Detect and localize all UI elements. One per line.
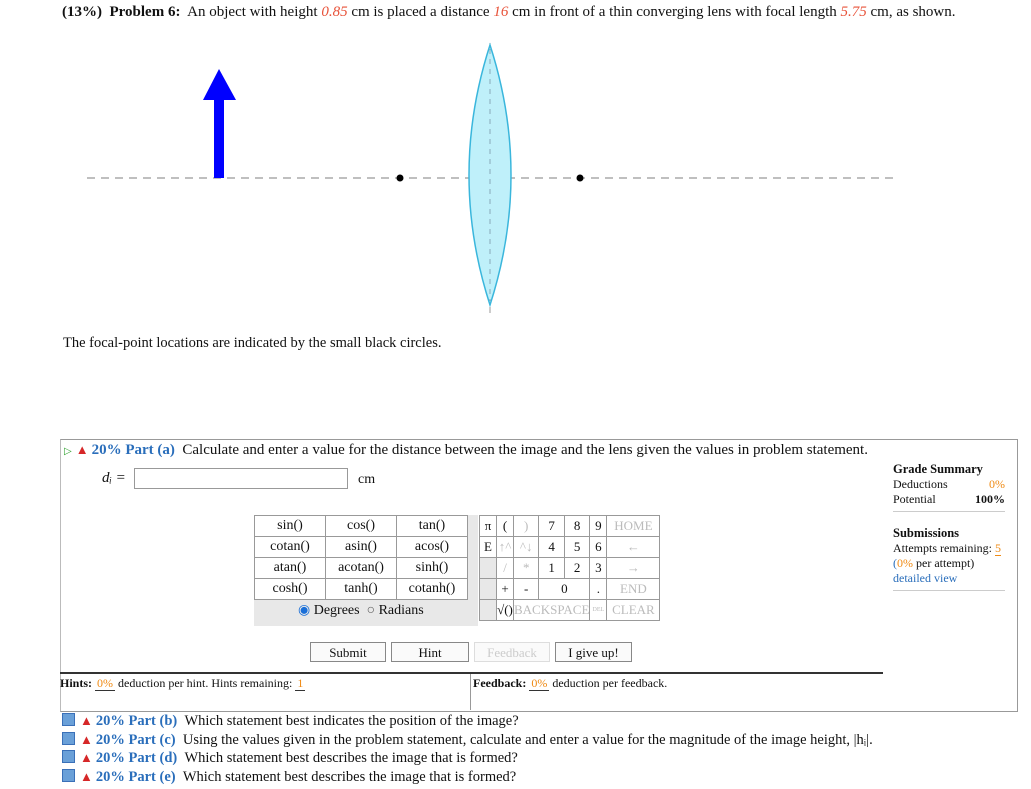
- key-backspace[interactable]: BACKSPACE: [514, 600, 590, 621]
- part-a-weight: 20% Part (a): [91, 442, 175, 458]
- key-star[interactable]: *: [514, 558, 539, 579]
- object-arrow-head: [203, 69, 236, 100]
- submissions-title: Submissions: [893, 526, 960, 540]
- collapse-icon[interactable]: [62, 713, 75, 726]
- detailed-view-link[interactable]: detailed view: [893, 571, 958, 585]
- part-b-row[interactable]: [62, 712, 873, 731]
- part-a-question: Calculate and enter a value for the distance between the image and the lens given the values in problem statement.: [182, 442, 868, 458]
- object-height-value: 0.85: [321, 4, 348, 20]
- object-arrow-shaft: [214, 97, 224, 178]
- potential-value: 100%: [975, 492, 1005, 506]
- feedback-deduction: 0%: [531, 676, 548, 690]
- part-d-weight: 20% Part (d): [95, 750, 178, 766]
- focal-point-note: The focal-point locations are indicated by the small black circles.: [63, 335, 442, 351]
- collapse-icon[interactable]: [62, 769, 75, 782]
- key-cotanh[interactable]: cotanh(): [397, 579, 468, 600]
- key-acotan[interactable]: acotan(): [326, 558, 397, 579]
- key-up[interactable]: ↑^: [497, 537, 514, 558]
- key-9[interactable]: 9: [590, 516, 607, 537]
- key-0[interactable]: 0: [539, 579, 590, 600]
- potential-label: Potential: [893, 492, 936, 506]
- problem-text-4: cm, as shown.: [866, 4, 956, 20]
- part-b-weight: 20% Part (b): [95, 713, 178, 729]
- degrees-label: Degrees: [313, 603, 360, 618]
- hints-text: deduction per hint. Hints remaining:: [118, 676, 293, 690]
- per-attempt-text: per attempt): [916, 556, 975, 570]
- submit-button[interactable]: Submit: [310, 642, 386, 662]
- feedback-info: [473, 676, 667, 691]
- function-keys: [254, 515, 468, 600]
- key-end[interactable]: END: [607, 579, 660, 600]
- problem-statement: [62, 4, 956, 21]
- per-attempt-pct: 0%: [897, 556, 913, 570]
- collapse-icon[interactable]: [62, 732, 75, 745]
- key-6[interactable]: 6: [590, 537, 607, 558]
- answer-input[interactable]: [134, 468, 348, 489]
- key-plus[interactable]: +: [497, 579, 514, 600]
- key-e[interactable]: E: [480, 537, 497, 558]
- problem-text-3: cm in front of a thin converging lens with focal length: [508, 4, 841, 20]
- key-dot[interactable]: .: [590, 579, 607, 600]
- key-tan[interactable]: tan(): [397, 516, 468, 537]
- calculator-functions-panel: [254, 515, 478, 626]
- collapse-icon[interactable]: [62, 750, 75, 763]
- warning-icon: ▲: [80, 750, 93, 765]
- grade-summary-title: Grade Summary: [893, 462, 983, 476]
- part-c-weight: 20% Part (c): [95, 731, 176, 748]
- warning-icon: ▲: [80, 713, 93, 728]
- other-parts-list: [62, 712, 873, 786]
- key-8[interactable]: 8: [564, 516, 589, 537]
- deductions-value: 0%: [989, 477, 1005, 491]
- key-lparen[interactable]: (: [497, 516, 514, 537]
- key-left-arrow[interactable]: ←: [607, 537, 660, 558]
- key-2[interactable]: 2: [564, 558, 589, 579]
- key-minus[interactable]: -: [514, 579, 539, 600]
- key-rparen[interactable]: ): [514, 516, 539, 537]
- key-atan[interactable]: atan(): [255, 558, 326, 579]
- key-cosh[interactable]: cosh(): [255, 579, 326, 600]
- answer-unit: cm: [358, 472, 376, 487]
- key-sin[interactable]: sin(): [255, 516, 326, 537]
- problem-title: Problem 6:: [109, 4, 181, 20]
- focal-point-right: [577, 175, 584, 182]
- hints-label: Hints:: [60, 676, 93, 690]
- problem-text-2: cm is placed a distance: [347, 4, 494, 20]
- key-slash[interactable]: /: [497, 558, 514, 579]
- hints-info: [60, 676, 305, 691]
- part-e-row[interactable]: [62, 768, 873, 787]
- key-sqrt[interactable]: √(): [497, 600, 514, 621]
- feedback-text: deduction per feedback.: [552, 676, 668, 690]
- focal-point-left: [397, 175, 404, 182]
- key-acos[interactable]: acos(): [397, 537, 468, 558]
- warning-icon: ▲: [80, 731, 93, 747]
- deductions-label: Deductions: [893, 477, 948, 491]
- radians-radio[interactable]: ○: [366, 603, 376, 618]
- key-clear[interactable]: CLEAR: [607, 600, 660, 621]
- problem-weight: (13%): [62, 4, 102, 20]
- give-up-button[interactable]: I give up!: [555, 642, 632, 662]
- key-del[interactable]: DEL: [590, 600, 607, 621]
- problem-text-1: An object with height: [187, 4, 322, 20]
- part-d-row[interactable]: [62, 749, 873, 768]
- part-b-question: Which statement best indicates the position of the image?: [184, 713, 519, 729]
- key-sinh[interactable]: sinh(): [397, 558, 468, 579]
- degrees-radio[interactable]: ◉: [298, 603, 311, 618]
- key-home[interactable]: HOME: [607, 516, 660, 537]
- key-3[interactable]: 3: [590, 558, 607, 579]
- expand-triangle-icon[interactable]: ▷: [64, 446, 72, 457]
- key-5[interactable]: 5: [564, 537, 589, 558]
- warning-icon: ▲: [80, 768, 93, 784]
- part-d-question: Which statement best describes the image that is formed?: [184, 750, 518, 766]
- key-cos[interactable]: cos(): [326, 516, 397, 537]
- hints-remaining: 1: [297, 676, 304, 690]
- grade-summary: Grade Summary Deductions 0% Potential 100% Submissions Attempts remaining: 5 (0% per attempt) detailed view: [893, 462, 1005, 595]
- warning-icon: ▲: [75, 442, 89, 457]
- part-e-weight: 20% Part (e): [95, 768, 176, 785]
- key-tanh[interactable]: tanh(): [326, 579, 397, 600]
- key-pi[interactable]: π: [480, 516, 497, 537]
- key-cotan[interactable]: cotan(): [255, 537, 326, 558]
- part-c-row[interactable]: [62, 731, 873, 750]
- key-asin[interactable]: asin(): [326, 537, 397, 558]
- part-c-question: Using the values given in the problem statement, calculate and enter a value for the magnitude of the image height, |hᵢ|.: [182, 731, 873, 748]
- feedback-label: Feedback:: [473, 676, 527, 690]
- focal-length-value: 5.75: [840, 4, 867, 20]
- key-7[interactable]: 7: [539, 516, 564, 537]
- key-down[interactable]: ^↓: [514, 537, 539, 558]
- angle-mode: [254, 600, 478, 619]
- hint-button[interactable]: Hint: [391, 642, 469, 662]
- attempts-value: 5: [994, 541, 1001, 555]
- answer-variable-label: dᵢ =: [102, 470, 126, 486]
- key-4[interactable]: 4: [539, 537, 564, 558]
- part-a-header: [64, 442, 868, 459]
- lens-diagram: [0, 35, 1031, 320]
- object-distance-value: 16: [493, 4, 509, 20]
- part-e-question: Which statement best describes the image that is formed?: [182, 768, 517, 785]
- radians-label: Radians: [378, 603, 424, 618]
- feedback-button[interactable]: Feedback: [474, 642, 550, 662]
- key-right-arrow[interactable]: →: [607, 558, 660, 579]
- key-1[interactable]: 1: [539, 558, 564, 579]
- calculator-keypad: [479, 515, 660, 621]
- attempts-label: Attempts remaining:: [893, 541, 992, 555]
- hints-deduction: 0%: [97, 676, 114, 690]
